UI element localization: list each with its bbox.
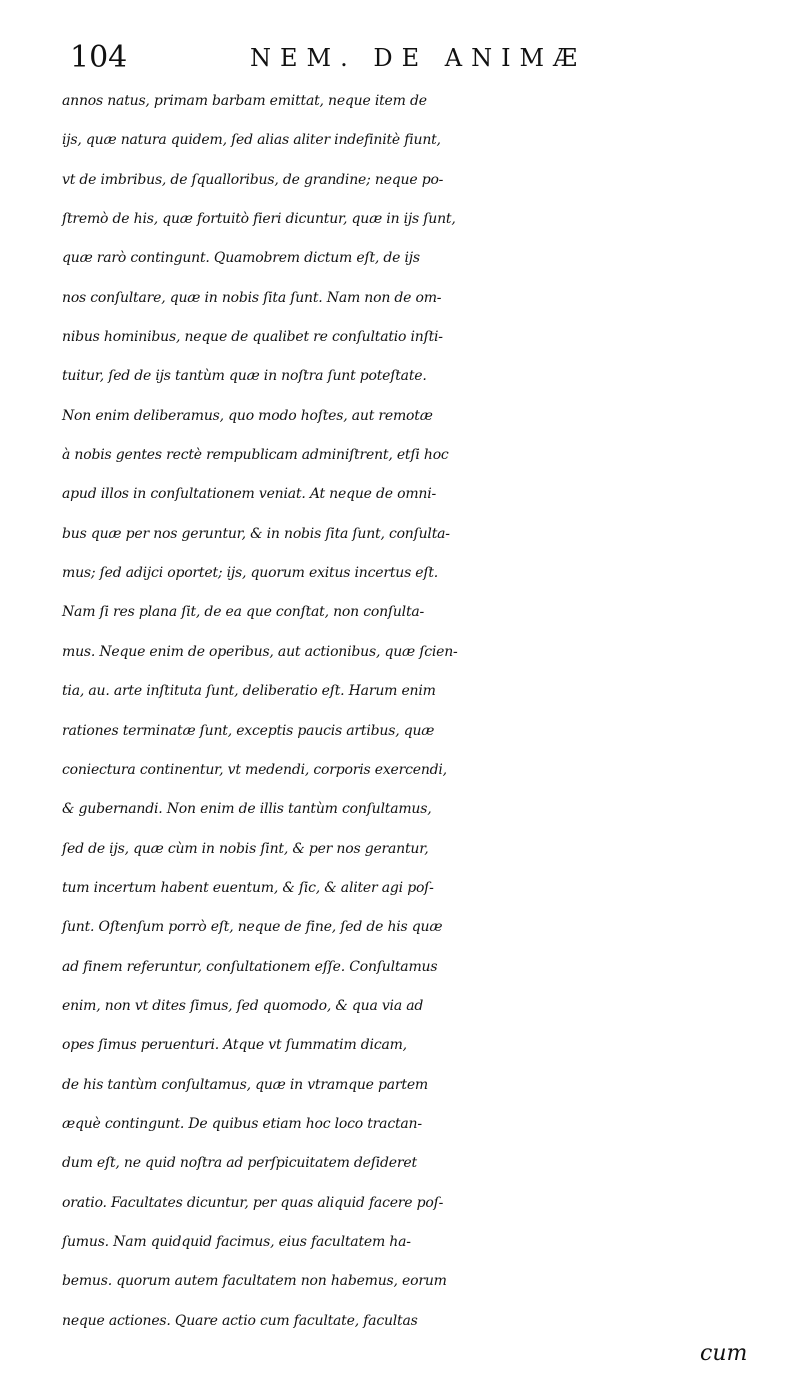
text-line: mus; ſed adijci oportet; ijs, quorum exitus incertus eſt.: [62, 565, 439, 582]
text-line: Nam ſi res plana ſit, de ea que conſtat, non conſulta-: [62, 604, 425, 621]
text-line: nos conſultare, quæ in nobis ſita ſunt. Nam non de om-: [62, 289, 442, 306]
text-line: rationes terminatæ ſunt, exceptis paucis artibus, quæ: [62, 722, 435, 739]
running-head: [70, 38, 770, 78]
text-line: bus quæ per nos geruntur, & in nobis ſita ſunt, conſulta-: [62, 525, 450, 542]
text-line: Non enim deliberamus, quo modo hoſtes, aut remotæ: [62, 407, 433, 424]
text-line: ſumus. Nam quidquid facimus, eius facultatem ha-: [62, 1233, 411, 1250]
text-line: tuitur, ſed de ijs tantùm quæ in noſtra ſunt poteſtate.: [62, 368, 427, 385]
text-line: tia, au. arte inſtituta ſunt, deliberatio eſt. Harum enim: [62, 683, 436, 700]
text-line: à nobis gentes rectè rempublicam adminiſtrent, etſi hoc: [62, 447, 449, 464]
text-line: ad finem referuntur, conſultationem eſſe. Conſultamus: [62, 958, 438, 975]
text-line: dum eſt, ne quid noſtra ad perſpicuitatem deſideret: [62, 1155, 417, 1172]
page-number: 104: [70, 40, 128, 75]
text-line: bemus. quorum autem facultatem non habemus, eorum: [62, 1273, 447, 1290]
text-line: apud illos in conſultationem veniat. At neque de omni-: [62, 486, 437, 503]
text-line: coniectura continentur, vt medendi, corporis exercendi,: [62, 761, 447, 778]
catchword: cum: [700, 1341, 748, 1366]
text-line: quæ rarò contingunt. Quamobrem dictum eſt, de ijs: [62, 250, 420, 267]
text-line: mus. Neque enim de operibus, aut actionibus, quæ ſcien-: [62, 643, 458, 660]
running-title: NEM. DE ANIMÆ: [250, 44, 587, 72]
text-line: oratio. Facultates dicuntur, per quas aliquid facere poſ-: [62, 1194, 444, 1211]
text-line: tum incertum habent euentum, & ſic, & aliter agi poſ-: [62, 879, 434, 896]
text-line: de his tantùm conſultamus, quæ in vtramque partem: [62, 1076, 428, 1093]
text-line: vt de imbribus, de ſqualloribus, de grandine; neque po-: [62, 171, 444, 188]
text-line: nibus hominibus, neque de qualibet re conſultatio inſti-: [62, 329, 443, 346]
text-line: ſtremò de his, quæ fortuitò fieri dicuntur, quæ in ijs ſunt,: [62, 211, 456, 228]
text-line: enim, non vt dites ſimus, ſed quomodo, & qua via ad: [62, 997, 424, 1014]
text-line: æquè contingunt. De quibus etiam hoc loco tractan-: [62, 1115, 422, 1132]
text-line: opes ſimus peruenturi. Atque vt ſummatim dicam,: [62, 1037, 407, 1054]
text-line: annos natus, primam barbam emittat, neque item de: [62, 93, 427, 109]
text-line: ijs, quæ natura quidem, ſed alias aliter indefinitè fiunt,: [62, 132, 441, 149]
text-line: ſed de ijs, quæ cùm in nobis ſint, & per nos gerantur,: [62, 840, 429, 857]
body-text: [62, 82, 792, 1341]
text-line: & gubernandi. Non enim de illis tantùm conſultamus,: [62, 801, 432, 818]
text-line: ſunt. Oſtenſum porrò eſt, neque de fine, ſed de his quæ: [62, 919, 443, 936]
text-line: neque actiones. Quare actio cum facultate, facultas: [62, 1312, 418, 1329]
